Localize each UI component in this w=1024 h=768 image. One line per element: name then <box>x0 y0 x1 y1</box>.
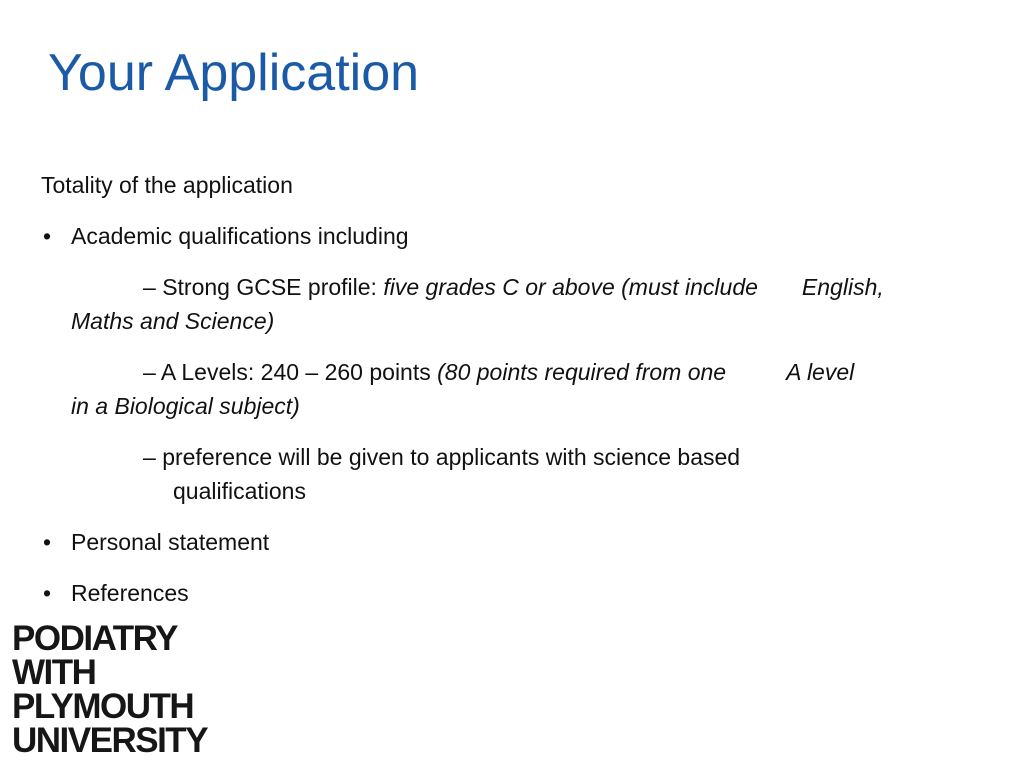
bullet-label: Academic qualifications including <box>71 223 409 249</box>
sub-item-italic: (80 points required from one <box>437 359 727 385</box>
bullet-marker: • <box>43 580 52 606</box>
sub-item-italic: five grades C or above (must include <box>383 274 758 300</box>
university-logo <box>12 619 208 760</box>
logo-line: UNIVERSITY <box>12 721 208 760</box>
sub-item-italic-2: A level <box>786 359 855 385</box>
sub-item-gcse <box>41 270 971 338</box>
bullet-references <box>41 576 971 610</box>
bullet-personal-statement <box>41 525 971 559</box>
logo-line: PODIATRY <box>12 619 177 658</box>
sub-item-italic-2: English, <box>801 274 884 300</box>
intro-text: Totality of the application <box>41 172 293 198</box>
sub-item-continuation: in a Biological subject) <box>71 393 300 419</box>
dash: – <box>143 274 156 300</box>
bullet-academic <box>41 219 971 253</box>
slide-body <box>41 168 971 627</box>
sub-item-a-levels <box>41 355 971 423</box>
sub-item-continuation: Maths and Science) <box>71 308 275 334</box>
dash: – <box>143 359 156 385</box>
bullet-marker: • <box>43 529 52 555</box>
sub-item-text: Strong GCSE profile: <box>162 274 384 300</box>
bullet-marker: • <box>43 223 52 249</box>
logo-line: PLYMOUTH <box>12 687 194 726</box>
sub-item-preference <box>41 440 971 508</box>
slide-title: Your Application <box>48 44 420 102</box>
sub-item-continuation: qualifications <box>173 478 306 504</box>
bullet-label: References <box>71 580 189 606</box>
sub-item-text: A Levels: 240 – 260 points <box>160 359 438 385</box>
sub-item-text: preference will be given to applicants with science based <box>162 444 741 470</box>
logo-line: WITH <box>12 653 96 692</box>
bullet-label: Personal statement <box>71 529 270 555</box>
dash: – <box>143 444 156 470</box>
